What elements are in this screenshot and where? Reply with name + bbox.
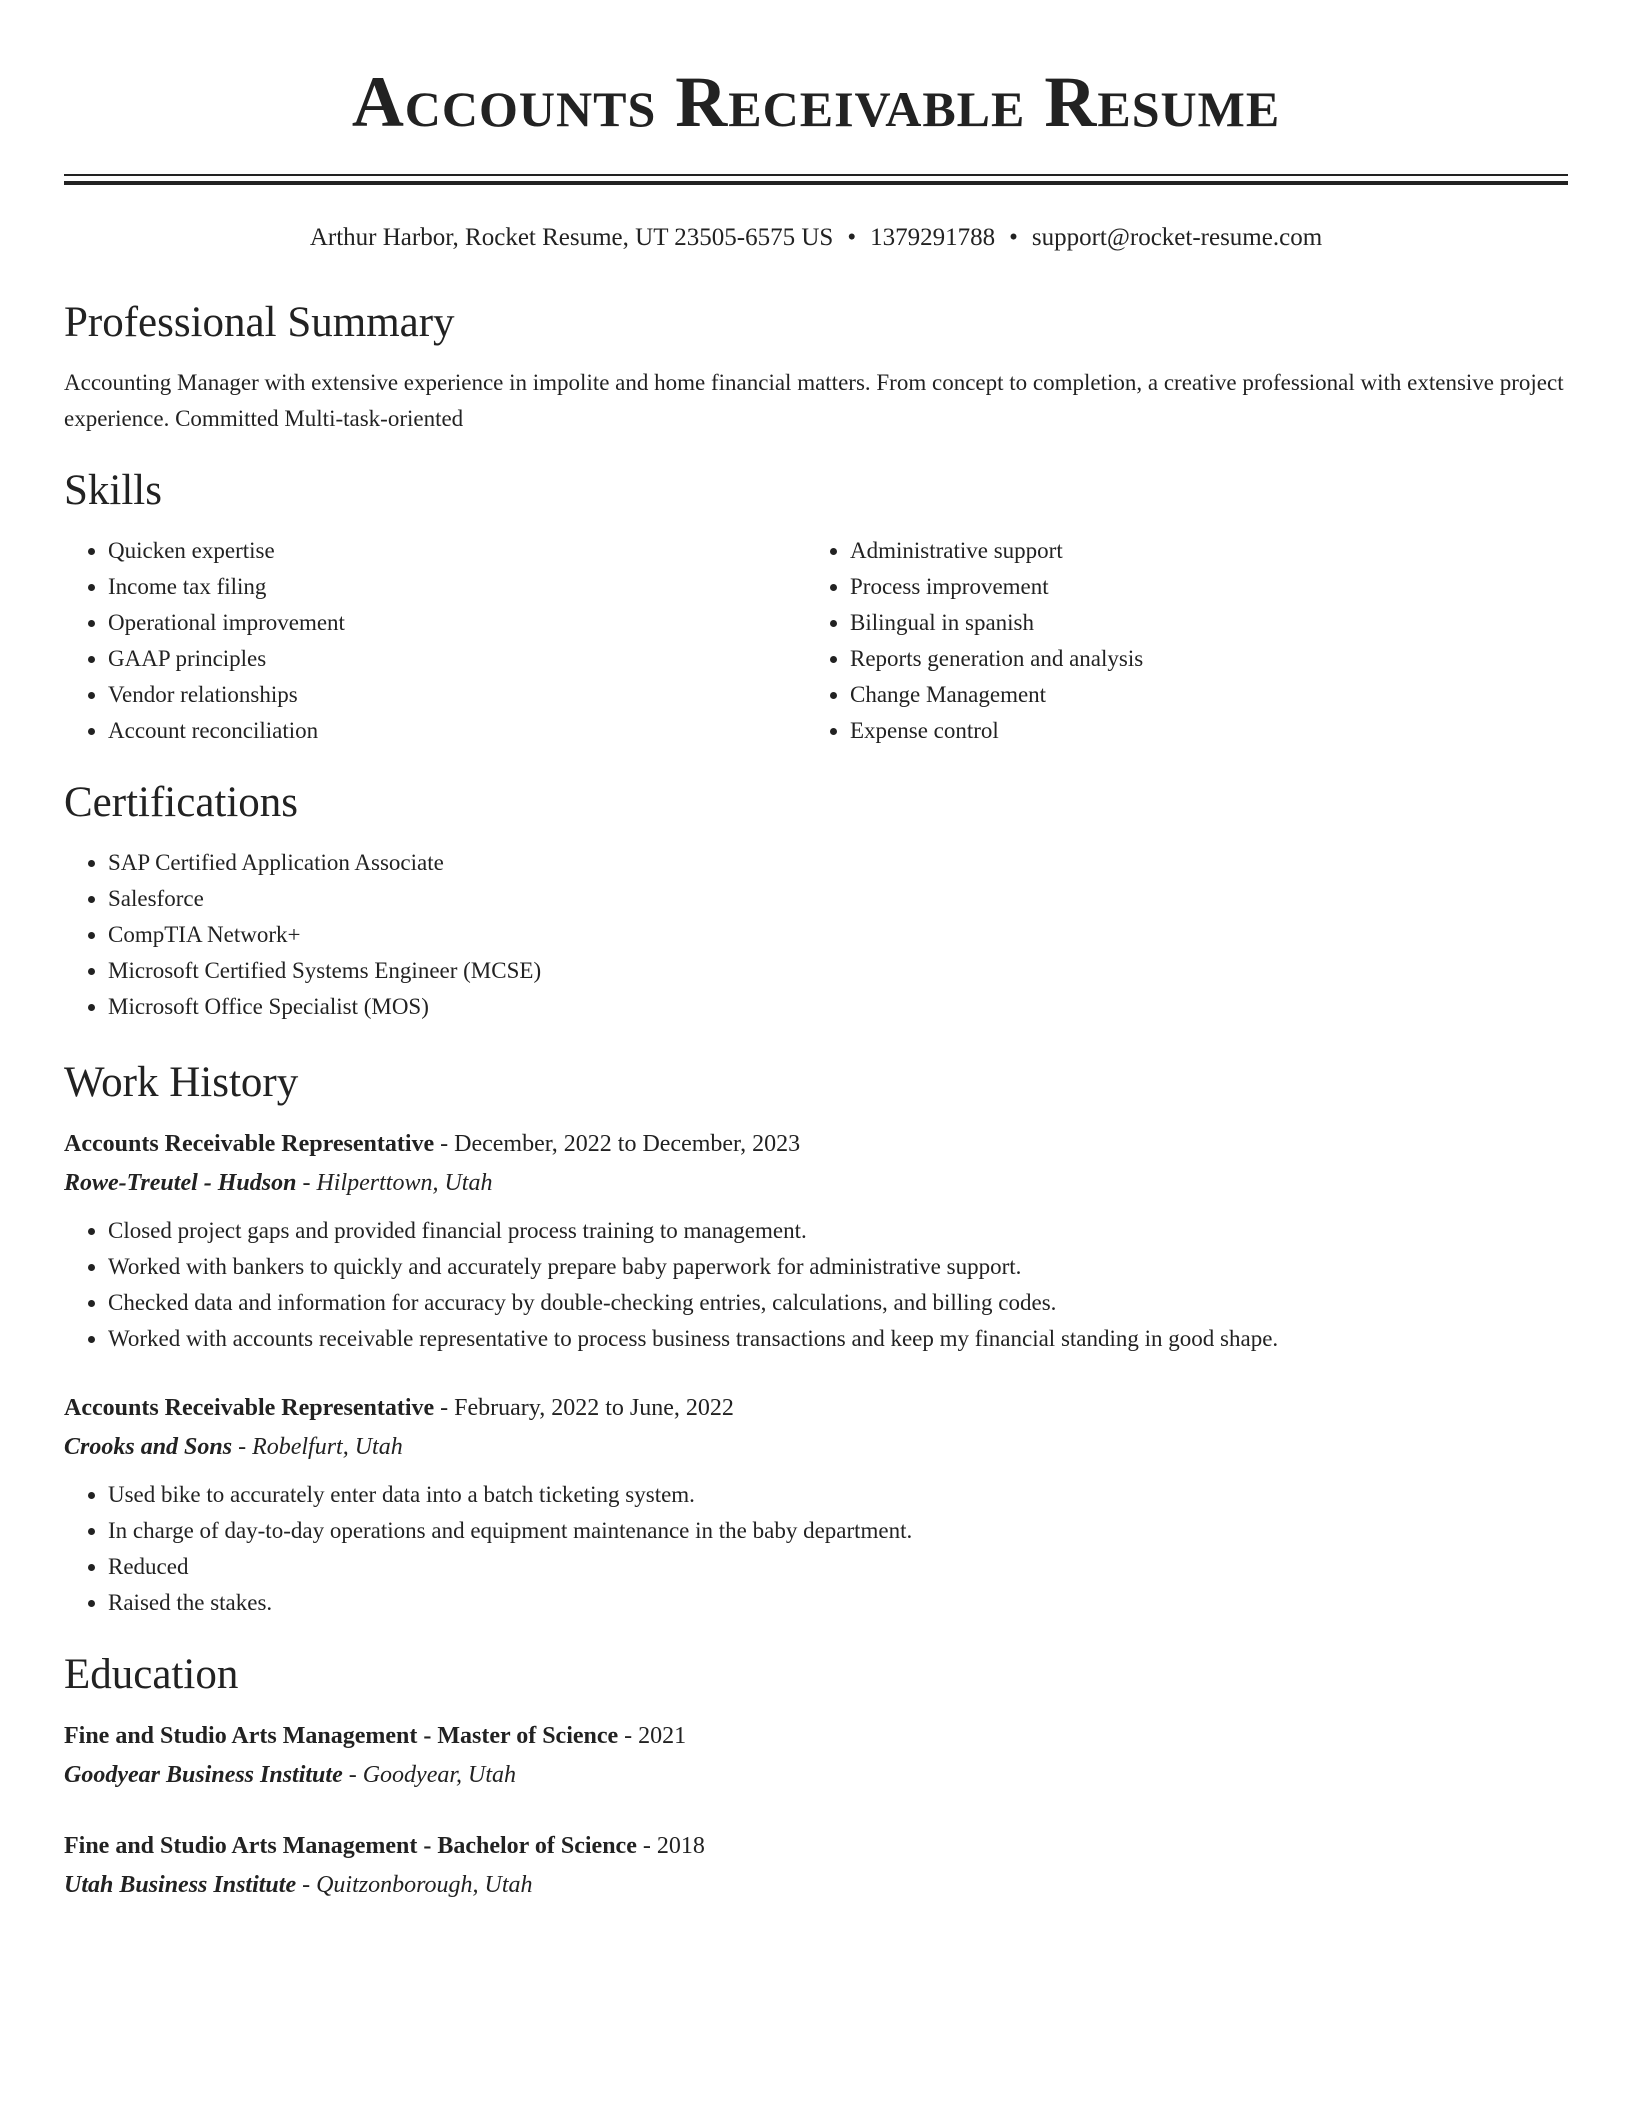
- contact-line: [64, 221, 1568, 255]
- summary-text: Accounting Manager with extensive experience in impolite and home financial matters. From concept to completion, a creative professional with extensive project experience. Committed Multi-task-oriented: [64, 370, 1564, 431]
- contact-separator: •: [847, 224, 857, 251]
- skills-left-column: [64, 533, 806, 749]
- summary-heading: Professional Summary: [64, 299, 455, 346]
- work-section: [64, 1055, 1568, 1621]
- contact-address: Arthur Harbor, Rocket Resume, UT 23505-6575 US: [309, 224, 834, 251]
- contact-email[interactable]: support@rocket-resume.com: [1031, 224, 1323, 251]
- job-bullet: • Used bike to accurately enter data into a batch ticketing system.: [108, 1477, 1568, 1513]
- certification-item: • Microsoft Office Specialist (MOS): [108, 989, 1568, 1025]
- title-divider: [64, 174, 1568, 185]
- skill-item: • Operational improvement: [108, 605, 806, 641]
- skill-item: • Expense control: [850, 713, 1548, 749]
- certifications-list: [64, 845, 1568, 1025]
- certifications-heading: Certifications: [64, 779, 299, 826]
- education-location: - Goodyear, Utah: [342, 1762, 517, 1788]
- education-year: - 2021: [618, 1723, 687, 1749]
- certifications-section: [64, 775, 1568, 1025]
- summary-section: [64, 295, 1568, 437]
- job-location: - Hilperttown, Utah: [296, 1170, 493, 1196]
- certification-item: • SAP Certified Application Associate: [108, 845, 1568, 881]
- job-dates: - February, 2022 to June, 2022: [434, 1395, 734, 1421]
- education-school: Utah Business Institute: [64, 1872, 297, 1898]
- education-header: [64, 1827, 1568, 1865]
- job-bullets: [64, 1213, 1568, 1357]
- education-entry: [64, 1717, 1568, 1795]
- skills-right-list: [806, 533, 1548, 749]
- skills-columns: [64, 533, 1568, 749]
- education-location: - Quitzonborough, Utah: [296, 1872, 533, 1898]
- job-title: Accounts Receivable Representative: [64, 1395, 435, 1421]
- job-company: Rowe-Treutel - Hudson: [64, 1170, 297, 1196]
- job-entry: [64, 1389, 1568, 1621]
- job-header: [64, 1125, 1568, 1163]
- education-degree: Fine and Studio Arts Management - Bachelor of Science: [64, 1833, 637, 1859]
- job-dates: - December, 2022 to December, 2023: [434, 1131, 801, 1157]
- education-section: [64, 1647, 1568, 1905]
- skill-item: • Account reconciliation: [108, 713, 806, 749]
- education-school: Goodyear Business Institute: [64, 1762, 343, 1788]
- skill-item: • Reports generation and analysis: [850, 641, 1548, 677]
- skill-item: • Quicken expertise: [108, 533, 806, 569]
- job-company: Crooks and Sons: [64, 1434, 233, 1460]
- education-year: - 2018: [636, 1833, 705, 1859]
- skill-item: • Process improvement: [850, 569, 1548, 605]
- certification-item: • Salesforce: [108, 881, 1568, 917]
- education-degree: Fine and Studio Arts Management - Master of Science: [64, 1723, 619, 1749]
- certification-item: • CompTIA Network+: [108, 917, 1568, 953]
- skills-right-column: [806, 533, 1548, 749]
- education-school-line: [64, 1865, 1568, 1905]
- job-employer: [64, 1427, 1568, 1467]
- job-bullet: • Closed project gaps and provided financial process training to management.: [108, 1213, 1568, 1249]
- skill-item: • Change Management: [850, 677, 1548, 713]
- job-employer: [64, 1163, 1568, 1203]
- job-location: - Robelfurt, Utah: [232, 1434, 403, 1460]
- skills-section: [64, 463, 1568, 749]
- skill-item: • Administrative support: [850, 533, 1548, 569]
- skill-item: • Income tax filing: [108, 569, 806, 605]
- job-bullet: • Raised the stakes.: [108, 1585, 1568, 1621]
- skill-item: • GAAP principles: [108, 641, 806, 677]
- job-bullets: [64, 1477, 1568, 1621]
- skills-heading: Skills: [64, 467, 162, 514]
- education-heading: Education: [64, 1651, 239, 1698]
- job-bullet: • Worked with accounts receivable representative to process business transactions and keep my financial standing in good shape.: [108, 1321, 1568, 1357]
- page-title: Accounts Receivable Resume: [351, 62, 1281, 142]
- skills-left-list: [64, 533, 806, 749]
- job-header: [64, 1389, 1568, 1427]
- education-entry: [64, 1827, 1568, 1905]
- education-header: [64, 1717, 1568, 1755]
- job-bullet: • In charge of day-to-day operations and equipment maintenance in the baby department.: [108, 1513, 1568, 1549]
- skill-item: • Bilingual in spanish: [850, 605, 1548, 641]
- certification-item: • Microsoft Certified Systems Engineer (MCSE): [108, 953, 1568, 989]
- job-title: Accounts Receivable Representative: [64, 1131, 435, 1157]
- job-entry: [64, 1125, 1568, 1357]
- job-bullet: • Reduced: [108, 1549, 1568, 1585]
- work-heading: Work History: [64, 1059, 299, 1106]
- job-bullet: • Checked data and information for accuracy by double-checking entries, calculations, and billing codes.: [108, 1285, 1568, 1321]
- contact-phone: 1379291788: [870, 224, 996, 251]
- job-bullet: • Worked with bankers to quickly and accurately prepare baby paperwork for administrative support.: [108, 1249, 1568, 1285]
- contact-separator: •: [1009, 224, 1018, 251]
- skill-item: • Vendor relationships: [108, 677, 806, 713]
- education-school-line: [64, 1755, 1568, 1795]
